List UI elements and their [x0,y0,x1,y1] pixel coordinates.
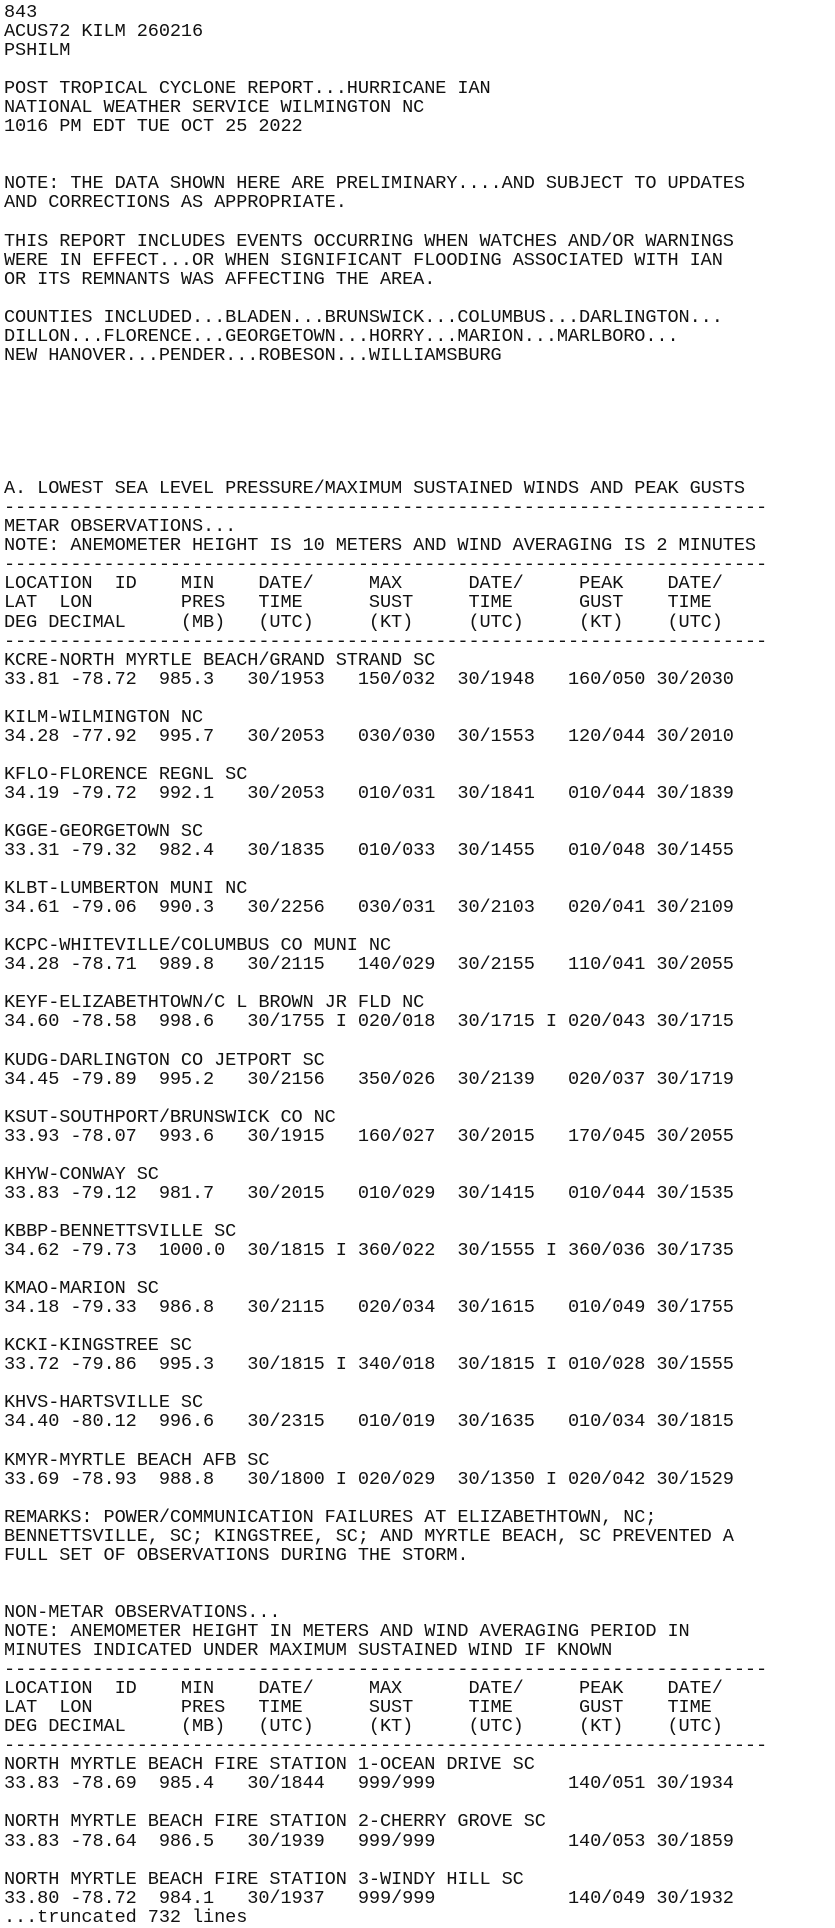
report-line [4,1317,835,1336]
report-line [4,1793,835,1812]
report-line [4,1565,835,1584]
report-line: KMYR-MYRTLE BEACH AFB SC [4,1449,270,1471]
report-line [4,689,835,708]
report-line [4,136,835,155]
report-line [4,746,835,765]
report-line: LOCATION ID MIN DATE/ MAX DATE/ PEAK DATE/ [4,1678,723,1700]
report-line: --------------------------------------------------------------------- [4,1735,768,1757]
report-line: 34.61 -79.06 990.3 30/2256 030/031 30/2103 020/041 30/2109 [4,897,734,919]
report-line: LAT LON PRES TIME SUST TIME GUST TIME [4,1697,712,1719]
report-line: 33.83 -79.12 981.7 30/2015 010/029 30/1415 010/044 30/1535 [4,1182,734,1204]
report-line: 34.28 -78.71 989.8 30/2115 140/029 30/2155 110/041 30/2055 [4,954,734,976]
report-line: 33.72 -79.86 995.3 30/1815 I 340/018 30/1815 I 010/028 30/1555 [4,1354,734,1376]
report-line: 34.45 -79.89 995.2 30/2156 350/026 30/2139 020/037 30/1719 [4,1068,734,1090]
report-line: NATIONAL WEATHER SERVICE WILMINGTON NC [4,97,425,119]
report-line: METAR OBSERVATIONS... [4,516,237,538]
report-line: 33.69 -78.93 988.8 30/1800 I 020/029 30/1350 I 020/042 30/1529 [4,1468,734,1490]
report-line [4,1260,835,1279]
report-line: --------------------------------------------------------------------- [4,630,768,652]
report-line: KEYF-ELIZABETHTOWN/C L BROWN JR FLD NC [4,992,425,1014]
report-line: KCPC-WHITEVILLE/COLUMBUS CO MUNI NC [4,935,392,957]
report-line: LAT LON PRES TIME SUST TIME GUST TIME [4,592,712,614]
report-line [4,860,835,879]
report-line: KLBT-LUMBERTON MUNI NC [4,878,248,900]
report-line: KHYW-CONWAY SC [4,1163,159,1185]
report-line: 34.28 -77.92 995.7 30/2053 030/030 30/1553 120/044 30/2010 [4,725,734,747]
report-line [4,155,835,174]
report-line: REMARKS: POWER/COMMUNICATION FAILURES AT ELIZABETHTOWN, NC; [4,1506,657,1528]
report-line: KUDG-DARLINGTON CO JETPORT SC [4,1049,325,1071]
report-line: LOCATION ID MIN DATE/ MAX DATE/ PEAK DATE/ [4,573,723,595]
report-line [4,1203,835,1222]
report-line: KHVS-HARTSVILLE SC [4,1392,204,1414]
report-line: COUNTIES INCLUDED...BLADEN...BRUNSWICK...COLUMBUS...DARLINGTON... [4,306,723,328]
report-line: 33.83 -78.69 985.4 30/1844 999/999 140/051 30/1934 [4,1773,734,1795]
report-line: 34.18 -79.33 986.8 30/2115 020/034 30/1615 010/049 30/1755 [4,1297,734,1319]
report-line: NEW HANOVER...PENDER...ROBESON...WILLIAMSBURG [4,344,502,366]
report-line: KCRE-NORTH MYRTLE BEACH/GRAND STRAND SC [4,649,436,671]
report-line [4,1374,835,1393]
report-line: OR ITS REMNANTS WAS AFFECTING THE AREA. [4,268,436,290]
report-line [4,384,835,403]
report-line: 34.19 -79.72 992.1 30/2053 010/031 30/1841 010/044 30/1839 [4,782,734,804]
report-line: FULL SET OF OBSERVATIONS DURING THE STORM. [4,1544,469,1566]
report-line: DEG DECIMAL (MB) (UTC) (KT) (UTC) (KT) (UTC) [4,611,723,633]
report-line [4,1032,835,1051]
report-line: --------------------------------------------------------------------- [4,554,768,576]
report-line: KBBP-BENNETTSVILLE SC [4,1221,237,1242]
report-line: POST TROPICAL CYCLONE REPORT...HURRICANE IAN [4,78,491,100]
report-line: WERE IN EFFECT...OR WHEN SIGNIFICANT FLOODING ASSOCIATED WITH IAN [4,249,723,271]
report-line: KGGE-GEORGETOWN SC [4,821,204,843]
report-line: NORTH MYRTLE BEACH FIRE STATION 2-CHERRY GROVE SC [4,1811,546,1833]
report-line: 33.83 -78.64 986.5 30/1939 999/999 140/053 30/1859 [4,1830,734,1852]
report-line: NORTH MYRTLE BEACH FIRE STATION 1-OCEAN DRIVE SC [4,1754,535,1776]
report-line: AND CORRECTIONS AS APPROPRIATE. [4,192,347,214]
report-line [4,213,835,232]
report-line: KCKI-KINGSTREE SC [4,1335,192,1357]
report-line [4,365,835,384]
report-line [4,460,835,479]
report-line: 1016 PM EDT TUE OCT 25 2022 [4,116,303,138]
report-line: BENNETTSVILLE, SC; KINGSTREE, SC; AND MYRTLE BEACH, SC PREVENTED A [4,1525,734,1547]
report-line: 33.81 -78.72 985.3 30/1953 150/032 30/1948 160/050 30/2030 [4,668,734,690]
report-line: 34.62 -79.73 1000.0 30/1815 I 360/022 30/1555 I 360/036 30/1735 [4,1240,734,1262]
report-line [4,917,835,936]
report-line: 34.60 -78.58 998.6 30/1755 I 020/018 30/1715 I 020/043 30/1715 [4,1011,734,1033]
report-line: 33.93 -78.07 993.6 30/1915 160/027 30/2015 170/045 30/2055 [4,1125,734,1147]
report-line [4,422,835,441]
report-line: 33.31 -79.32 982.4 30/1835 010/033 30/1455 010/048 30/1455 [4,840,734,862]
report-line: NOTE: ANEMOMETER HEIGHT IS 10 METERS AND WIND AVERAGING IS 2 MINUTES [4,535,756,557]
report-line [4,403,835,422]
report-line: KFLO-FLORENCE REGNL SC [4,763,248,785]
report-line: ACUS72 KILM 260216 [4,21,204,43]
report-line: NOTE: ANEMOMETER HEIGHT IN METERS AND WIND AVERAGING PERIOD IN [4,1620,690,1642]
report-line [4,1584,835,1603]
report-line: A. LOWEST SEA LEVEL PRESSURE/MAXIMUM SUSTAINED WINDS AND PEAK GUSTS [4,478,745,500]
report-line [4,441,835,460]
report-line [4,60,835,79]
report-line [4,803,835,822]
truncation-note: ...truncated 732 lines [4,1906,248,1928]
report-line: MINUTES INDICATED UNDER MAXIMUM SUSTAINED WIND IF KNOWN [4,1640,613,1662]
report-line [4,289,835,308]
report-line: PSHILM [4,40,71,62]
report-line [4,1432,835,1451]
report-line: 34.40 -80.12 996.6 30/2315 010/019 30/1635 010/034 30/1815 [4,1411,734,1433]
report-line: NORTH MYRTLE BEACH FIRE STATION 3-WINDY HILL SC [4,1868,524,1890]
report-line [4,1146,835,1165]
report-line [4,1089,835,1108]
report-line [4,974,835,993]
report-text [4,3,835,1927]
report-line: 843 [4,2,38,23]
report-line: --------------------------------------------------------------------- [4,497,768,519]
report-line: KILM-WILMINGTON NC [4,706,204,728]
report-line: KSUT-SOUTHPORT/BRUNSWICK CO NC [4,1106,336,1128]
report-line: NOTE: THE DATA SHOWN HERE ARE PRELIMINARY....AND SUBJECT TO UPDATES [4,173,745,195]
report-line: DILLON...FLORENCE...GEORGETOWN...HORRY...MARION...MARLBORO... [4,325,679,347]
report-line: THIS REPORT INCLUDES EVENTS OCCURRING WHEN WATCHES AND/OR WARNINGS [4,230,734,252]
report-line [4,1489,835,1508]
report-line: --------------------------------------------------------------------- [4,1659,768,1681]
report-line [4,1851,835,1870]
report-line: NON-METAR OBSERVATIONS... [4,1601,281,1623]
report-line: DEG DECIMAL (MB) (UTC) (KT) (UTC) (KT) (UTC) [4,1716,723,1738]
report-line: 33.80 -78.72 984.1 30/1937 999/999 140/049 30/1932 [4,1887,734,1909]
report-line: KMAO-MARION SC [4,1278,159,1300]
